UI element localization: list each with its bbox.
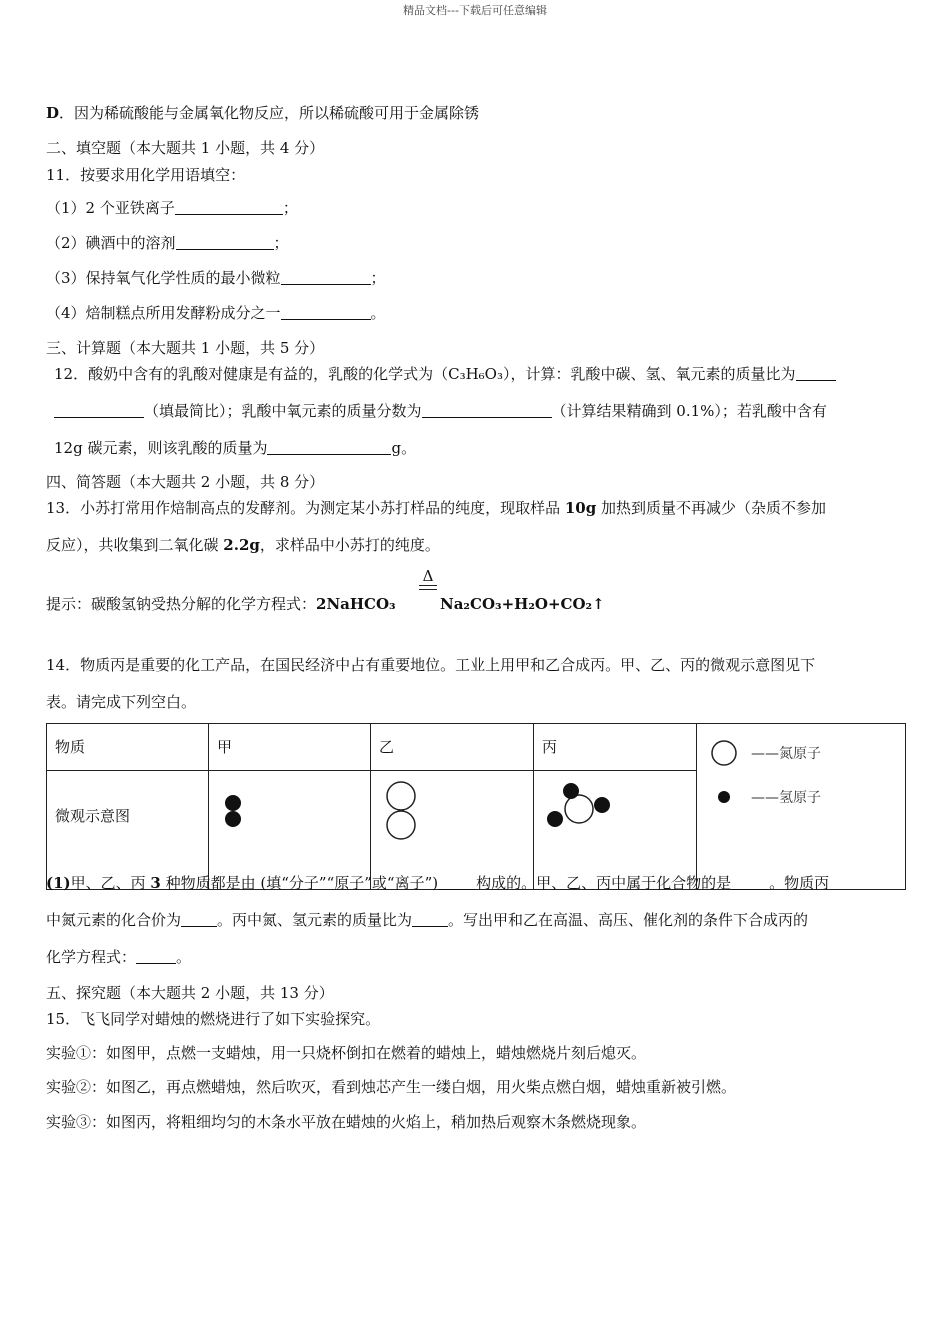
legend-cell <box>697 724 906 890</box>
nitrogen-atom-icon <box>709 738 739 768</box>
heat-condition <box>419 568 437 590</box>
question-14-line1: 14．物质丙是重要的化工产品，在国民经济中占有重要地位。工业上用甲和乙合成丙。甲、乙、丙的微观示意图见下 <box>46 656 816 674</box>
section-title-4: 四、简答题（本大题共 2 小题，共 8 分） <box>46 473 325 491</box>
section-title-3: 三、计算题（本大题共 1 小题，共 5 分） <box>46 339 325 357</box>
option-letter: D <box>46 104 60 122</box>
n2-molecule-icon <box>381 779 421 845</box>
header-bing: 丙 <box>534 724 697 771</box>
question-11: 11．按要求用化学用语填空： <box>46 166 246 184</box>
header-substance: 物质 <box>47 724 209 771</box>
legend-nitrogen: ——氮原子 <box>709 738 899 768</box>
section-title-2: 二、填空题（本大题共 1 小题，共 4 分） <box>46 139 325 157</box>
answer-blank[interactable] <box>136 948 176 964</box>
experiment-2: 实验②：如图乙，再点燃蜡烛，然后吹灭，看到烛芯产生一缕白烟，用火柴点燃白烟，蜡烛重新被引燃。 <box>46 1078 737 1096</box>
answer-blank[interactable] <box>54 402 144 418</box>
answer-blank[interactable] <box>181 911 217 927</box>
header-yi: 乙 <box>371 724 534 771</box>
question-13-line1: 13．小苏打常用作焙制高点的发酵剂。为测定某小苏打样品的纯度，现取样品 10g 加热到质量不再减少（杂质不参加 <box>46 499 827 517</box>
header-jia: 甲 <box>209 724 371 771</box>
bing-molecule <box>534 771 697 890</box>
section-title-5: 五、探究题（本大题共 2 小题，共 13 分） <box>46 984 334 1002</box>
answer-blank[interactable] <box>412 911 448 927</box>
yi-molecule <box>371 771 534 890</box>
question-14-part1-line1: (1)甲、乙、丙 3 种物质都是由 (填“分子”“原子”或“离子”) 构成的。甲、乙、丙中属于化合物的是 。物质丙 <box>46 874 830 892</box>
equals-line-1 <box>419 585 437 586</box>
reactant: 2NaHCO₃ <box>316 595 396 613</box>
option-text: ．因为稀硫酸能与金属氧化物反应，所以稀硫酸可用于金属除锈 <box>59 104 480 122</box>
jia-molecule <box>209 771 371 890</box>
molecule-table <box>46 723 906 890</box>
answer-blank[interactable] <box>281 269 371 285</box>
question-14-part1-line2: 中氮元素的化合价为 。丙中氮、氢元素的质量比为 。写出甲和乙在高温、高压、催化剂的条件下合成丙的 <box>46 911 809 929</box>
question-14-line2: 表。请完成下列空白。 <box>46 693 197 711</box>
page-header: 精品文档---下载后可任意编辑 <box>403 4 547 17</box>
answer-blank[interactable] <box>438 874 476 890</box>
answer-blank[interactable] <box>731 874 769 890</box>
question-12-line3: 12g 碳元素，则该乳酸的质量为 g。 <box>54 439 417 457</box>
q11-item-1: （1）2 个亚铁离子 ； <box>46 199 298 217</box>
answer-blank[interactable] <box>175 199 283 215</box>
question-12-line2: （填最简比）；乳酸中氧元素的质量分数为 （计算结果精确到 0.1%）；若乳酸中含有 <box>54 401 827 421</box>
question-14-part1-line3: 化学方程式： 。 <box>46 948 192 966</box>
products: Na₂CO₃+H₂O+CO₂↑ <box>440 595 605 613</box>
nh3-molecule-icon <box>544 779 614 831</box>
hint-line: 提示：碳酸氢钠受热分解的化学方程式：2NaHCO₃ <box>46 595 396 613</box>
answer-blank[interactable] <box>422 402 552 418</box>
answer-blank[interactable] <box>267 439 391 455</box>
heat-symbol: Δ <box>422 567 434 585</box>
h2-molecule-icon <box>219 791 249 833</box>
question-12-line1: 12．酸奶中含有的乳酸对健康是有益的，乳酸的化学式为（C₃H₆O₃），计算：乳酸中碳、氢、氧元素的质量比为 <box>54 364 836 384</box>
option-d <box>46 103 479 123</box>
question-13-line2: 反应），共收集到二氧化碳 2.2g，求样品中小苏打的纯度。 <box>46 536 440 554</box>
legend-hydrogen: ——氢原子 <box>709 782 899 812</box>
experiment-3: 实验③：如图丙，将粗细均匀的木条水平放在蜡烛的火焰上，稍加热后观察木条燃烧现象。 <box>46 1113 647 1131</box>
answer-blank[interactable] <box>281 304 371 320</box>
answer-blank[interactable] <box>796 365 836 381</box>
equals-line-2 <box>419 589 437 590</box>
answer-blank[interactable] <box>176 234 274 250</box>
question-15: 15．飞飞同学对蜡烛的燃烧进行了如下实验探究。 <box>46 1010 381 1028</box>
hydrogen-atom-icon <box>709 782 739 812</box>
experiment-1: 实验①：如图甲，点燃一支蜡烛，用一只烧杯倒扣在燃着的蜡烛上，蜡烛燃烧片刻后熄灭。 <box>46 1044 647 1062</box>
row-label: 微观示意图 <box>47 771 209 890</box>
q11-item-3: （3）保持氧气化学性质的最小微粒 ； <box>46 269 386 287</box>
q11-item-2: （2）碘酒中的溶剂 ； <box>46 234 289 252</box>
q11-item-4: （4）焙制糕点所用发酵粉成分之一 。 <box>46 304 386 322</box>
